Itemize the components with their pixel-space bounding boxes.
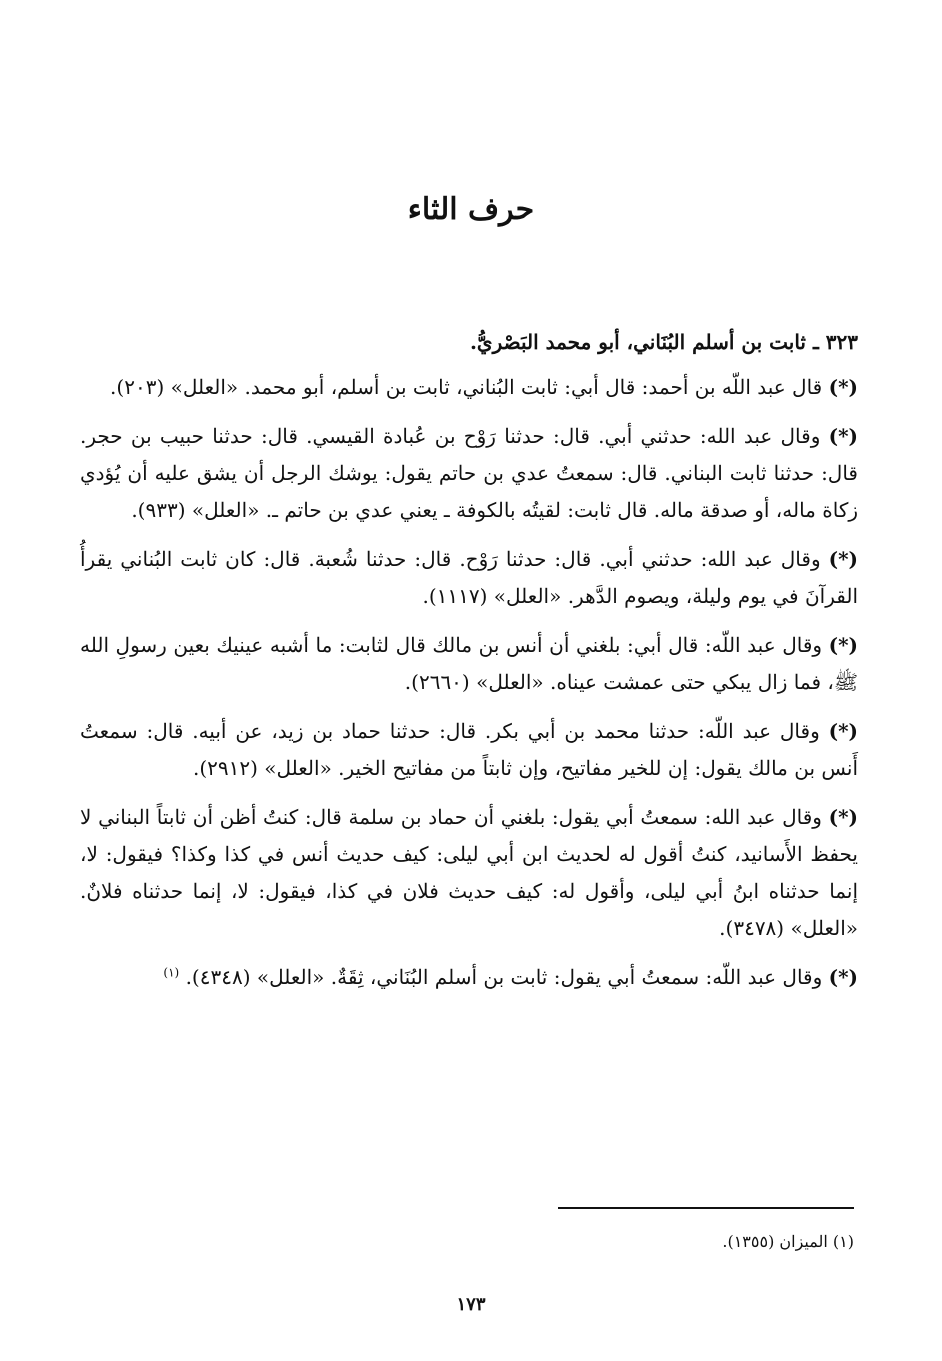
chapter-title: حرف الثاء: [407, 192, 535, 227]
paragraph-text: وقال عبد الله: حدثني أبي. قال: حدثنا رَوْح. قال: حدثنا شُعبة. قال: كان ثابت البُناني يقرأُ القرآنَ في يوم وليلة، ويصوم الدَّهر. «العلل» (١١١٧).: [80, 547, 858, 608]
paragraph-marker: (*): [828, 424, 858, 448]
entry-heading: ٣٢٣ ـ ثابت بن أسلم البُنَاني، أبو محمد البَصْريُّ.: [469, 330, 858, 354]
paragraph-text: وقال عبد اللّه: سمعتُ أبي يقول: ثابت بن أسلم البُنَاني، ثِقَةٌ. «العلل» (٤٣٤٨).: [185, 965, 823, 989]
paragraph-marker: (*): [828, 805, 858, 829]
paragraph: [80, 799, 858, 947]
page-number: ١٧٣: [456, 1294, 486, 1315]
paragraph: [80, 369, 858, 406]
paragraph: [80, 627, 858, 701]
paragraph-marker: (*): [828, 719, 858, 743]
paragraph-text: وقال عبد الله: سمعتُ أبي يقول: بلغني أن حماد بن سلمة قال: كنتُ أظن أن ثابتاً البناني لا يحفظ الأَسانيد، كنتُ أقول له لحديث ابن أبي ليلى: كيف حديث أنس في كذا وكذا؟ فيقول: لا، إنما حدثناه ابنُ أبي ليلى، وأقول له: كيف حديث فلان في كذا، فيقول: لا، إنما حدثناه فلانٌ. «العلل» (٣٤٧٨).: [80, 805, 858, 940]
paragraph-marker: (*): [828, 633, 858, 657]
paragraph-text: وقال عبد اللّه: قال أبي: بلغني أن أنس بن مالك قال لثابت: ما أشبه عينيك بعين رسولِ الله ﷺ، فما زال يبكي حتى عمشت عيناه. «العلل» (٢٦٦٠).: [80, 633, 858, 694]
paragraph-marker: (*): [828, 547, 859, 571]
paragraph-text: قال عبد اللّه بن أحمد: قال أبي: ثابت البُناني، ثابت بن أسلم، أبو محمد. «العلل» (٢٠٣).: [110, 375, 823, 399]
footnote-reference: (١): [163, 965, 180, 980]
paragraph: [80, 541, 858, 615]
paragraph: [80, 959, 858, 996]
footnote: (١) الميزان (١٣٥٥).: [722, 1232, 854, 1251]
entry-body: [80, 324, 858, 1008]
paragraph: [80, 418, 858, 529]
paragraph-marker: (*): [828, 375, 858, 399]
paragraph-text: وقال عبد الله: حدثني أبي. قال: حدثنا رَوْح بن عُبادة القيسي. قال: حدثنا حبيب بن حجر. قال: حدثنا ثابت البناني. قال: سمعتُ عدي بن حاتم يقول: يوشك الرجل أن يشق عليه أن يُؤدي زكاة ماله، أو صدقة ماله. قال ثابت: لقيتُه بالكوفة ـ يعني عدي بن حاتم ـ. «العلل» (٩٣٣).: [80, 424, 858, 522]
paragraph-marker: (*): [828, 965, 858, 989]
paragraph: [80, 713, 858, 787]
footnote-divider: [558, 1207, 854, 1209]
paragraph-text: وقال عبد اللّه: حدثنا محمد بن أبي بكر. قال: حدثنا حماد بن زيد، عن أبيه. قال: سمعتُ أَنس بن مالك يقول: إن للخير مفاتيح، وإن ثابتاً من مفاتيح الخير. «العلل» (٢٩١٢).: [80, 719, 858, 780]
